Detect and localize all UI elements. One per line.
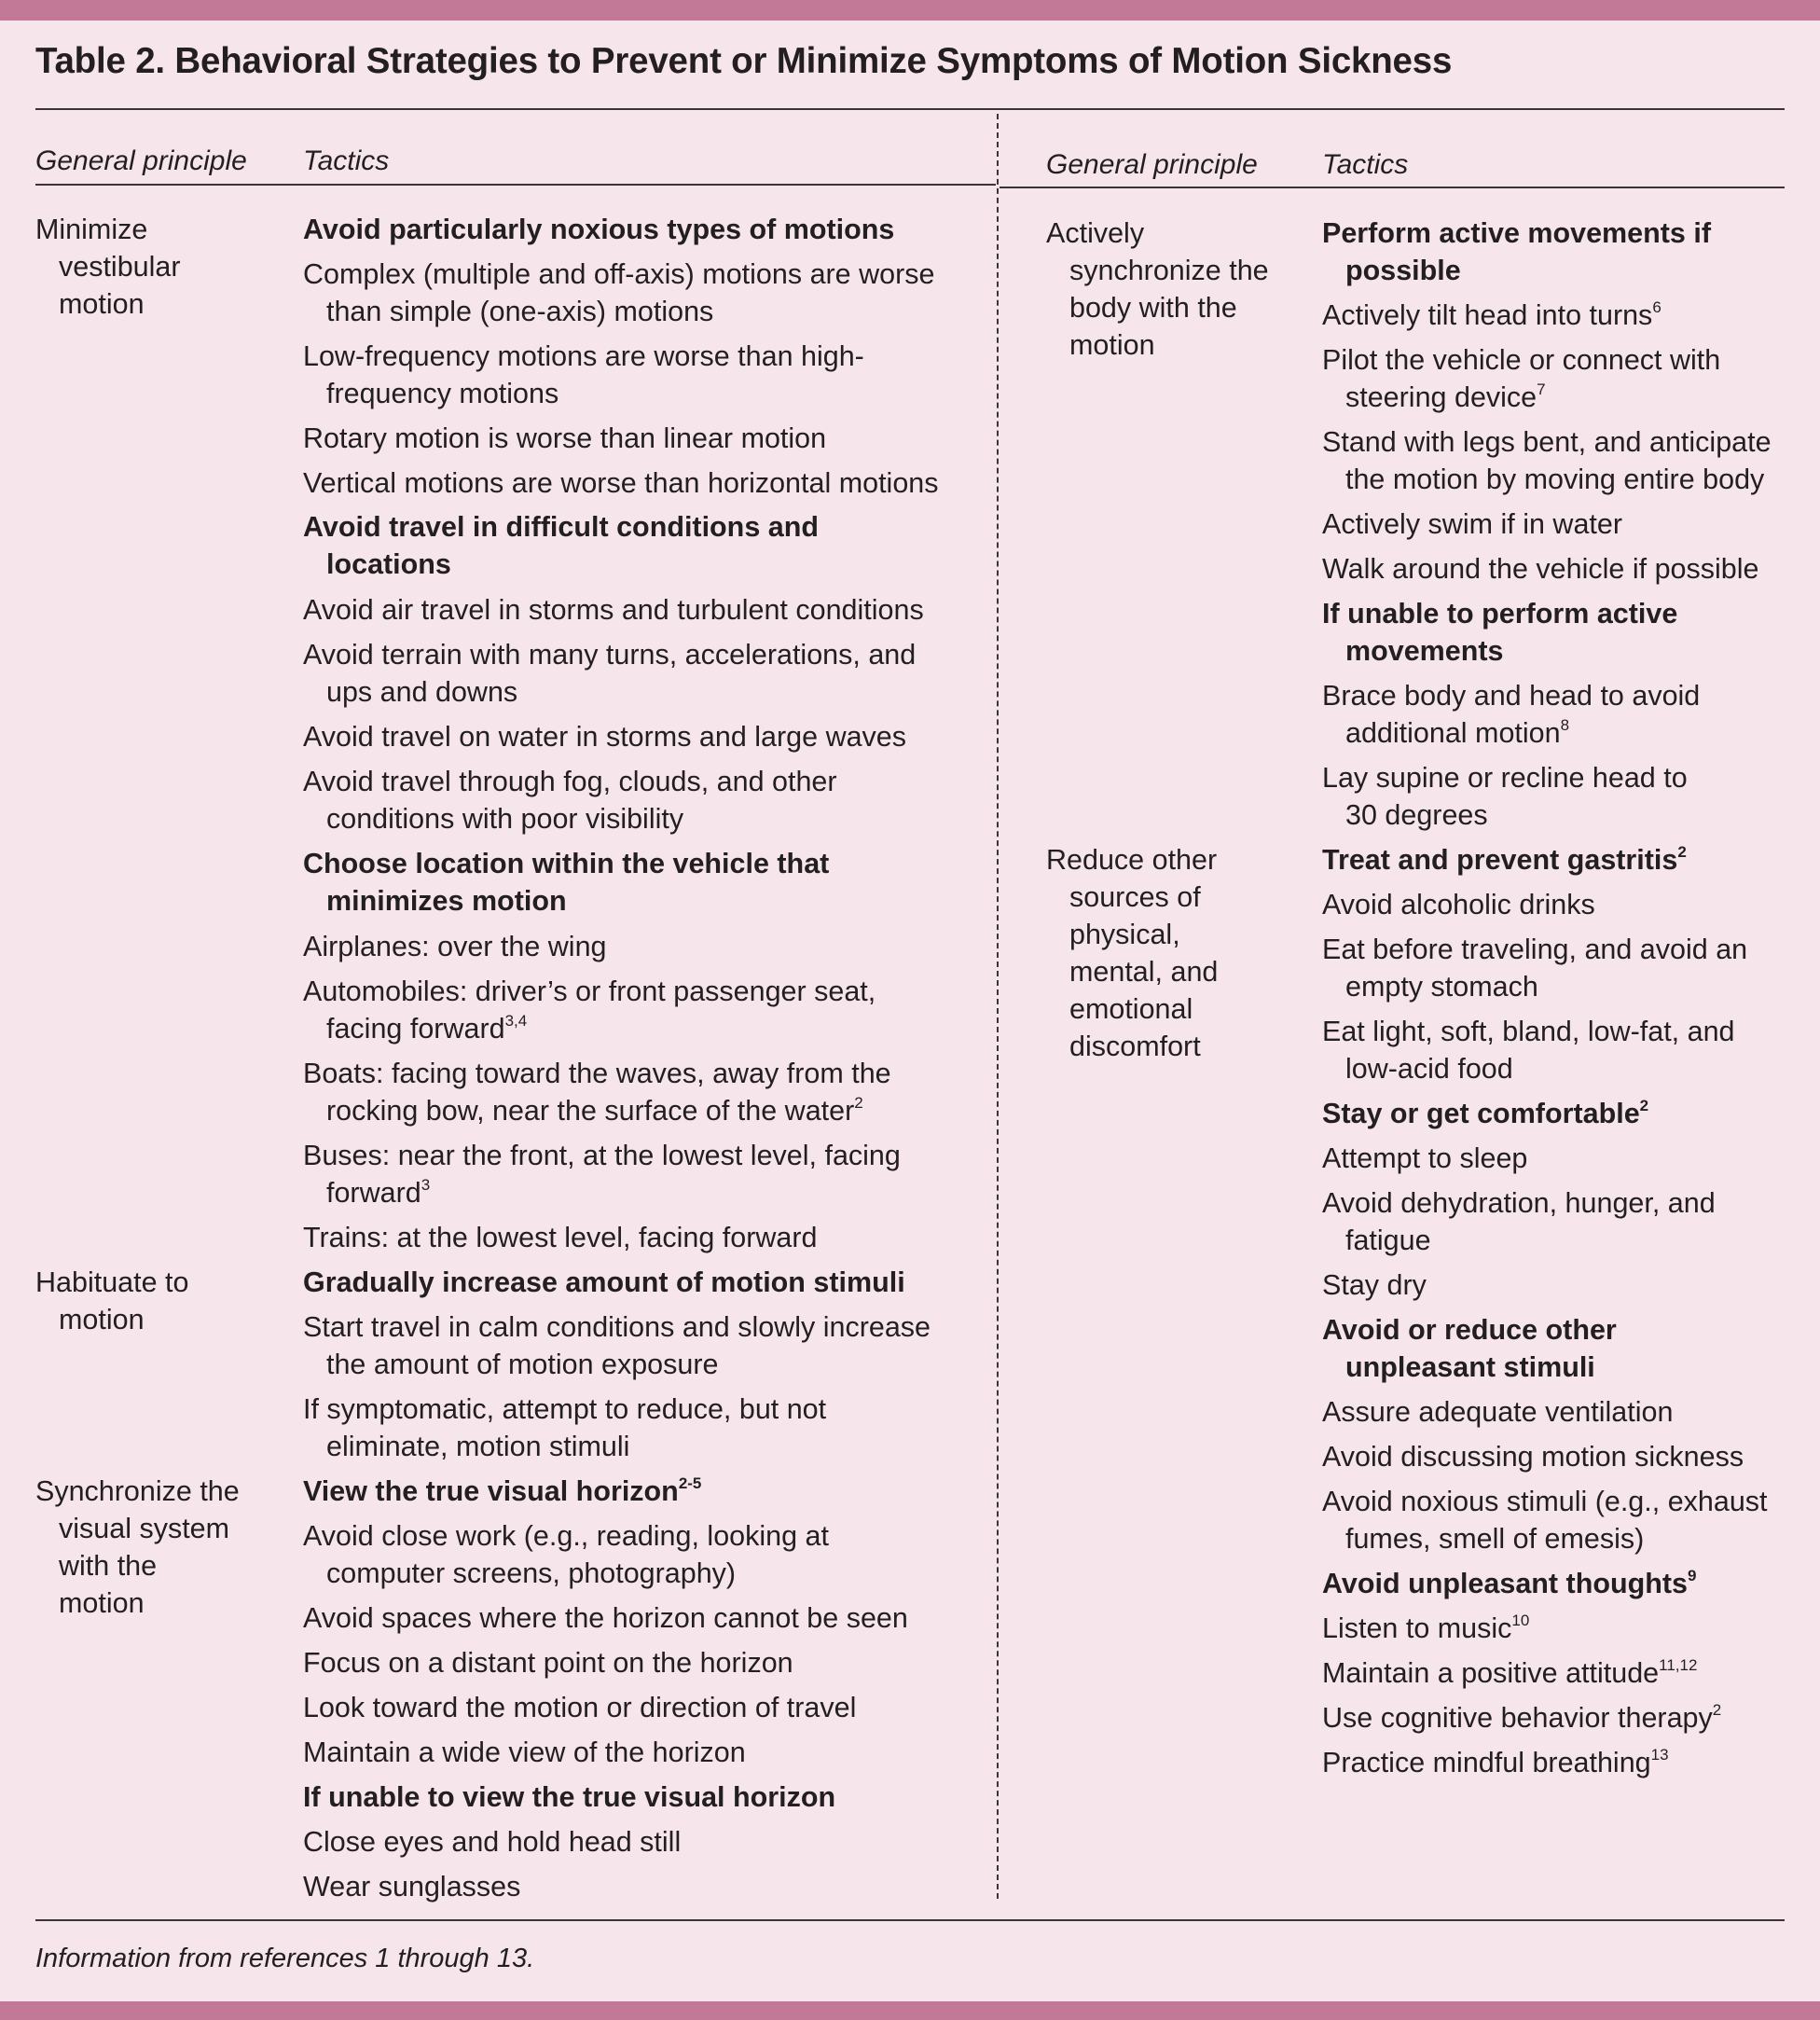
- right-tactic-item: [1322, 505, 1622, 543]
- left-tactic-heading: [303, 1264, 905, 1301]
- left-tactic-item: [303, 928, 607, 965]
- column-divider: [997, 114, 999, 1899]
- left-tactic-item: [303, 1219, 818, 1256]
- left-tactic-item: [303, 1390, 826, 1465]
- right-principle-line: motion: [1069, 329, 1155, 361]
- reference-superscript: 7: [1537, 380, 1546, 398]
- left-tactic-item: [303, 338, 864, 412]
- right-tactic-item: [1322, 1184, 1716, 1259]
- right-tactic-item: [1322, 297, 1661, 334]
- right-principle-line: emotional: [1069, 993, 1193, 1025]
- left-tactic-item: [303, 1599, 908, 1637]
- footnote: Information from references 1 through 13.: [35, 1944, 535, 1973]
- header-left-tactics: Tactics: [303, 145, 390, 176]
- right-tactic-heading: [1322, 1095, 1648, 1132]
- left-tactic-item: [303, 1308, 931, 1383]
- left-tactic-item: [303, 1868, 520, 1905]
- right-tactic-line: movements: [1345, 635, 1504, 667]
- left-tactic-heading: [303, 1473, 701, 1510]
- left-principle-line: motion: [59, 1304, 145, 1335]
- left-tactic-line: forward$^3$: [326, 1176, 431, 1209]
- right-principle-line: synchronize the: [1069, 255, 1269, 286]
- left-principle-line: vestibular: [59, 251, 181, 283]
- left-tactic-line: Avoid air travel in storms and turbulent conditions: [303, 594, 924, 626]
- right-tactic-line: If unable to perform active: [1322, 598, 1678, 630]
- header-right-principle: General principle: [1046, 149, 1258, 180]
- left-tactic-line: than simple (one-axis) motions: [326, 296, 714, 327]
- right-tactic-item: [1322, 886, 1595, 923]
- left-header-rule: [35, 184, 996, 186]
- left-principle-line: Habituate to: [35, 1266, 189, 1298]
- right-tactic-heading: [1322, 214, 1711, 289]
- right-tactic-heading: [1322, 1565, 1696, 1602]
- left-tactic-item: [303, 973, 876, 1047]
- right-tactic-item: [1322, 1393, 1673, 1431]
- right-tactic-item: [1322, 1140, 1527, 1177]
- top-color-band: [0, 0, 1820, 21]
- left-tactic-line: Close eyes and hold head still: [303, 1826, 682, 1858]
- right-tactic-line: empty stomach: [1345, 971, 1538, 1003]
- left-tactic-line: Avoid close work (e.g., reading, looking at: [303, 1520, 829, 1552]
- reference-superscript: 3,4: [504, 1012, 528, 1030]
- right-tactic-line: Brace body and head to avoid: [1322, 680, 1701, 712]
- right-principle-line: physical,: [1069, 919, 1180, 950]
- left-tactic-line: ups and downs: [326, 676, 518, 708]
- right-tactic-line: 30 degrees: [1345, 799, 1488, 831]
- left-tactic-line: Avoid terrain with many turns, accelerations, and: [303, 639, 917, 671]
- right-tactic-line: Avoid dehydration, hunger, and: [1322, 1187, 1716, 1219]
- right-tactic-heading: [1322, 595, 1677, 670]
- left-tactic-line: conditions with poor visibility: [326, 803, 684, 835]
- left-tactic-line: Boats: facing toward the waves, away from the: [303, 1058, 891, 1089]
- reference-superscript: 10: [1511, 1612, 1530, 1629]
- reference-superscript: 2: [854, 1094, 863, 1112]
- left-tactic-item: [303, 1055, 891, 1129]
- right-tactic-item: [1322, 1266, 1427, 1304]
- left-principle-item: [35, 211, 181, 323]
- right-tactic-item: [1322, 1013, 1735, 1087]
- left-principle-line: visual system: [59, 1513, 230, 1544]
- right-tactic-item: [1322, 1610, 1529, 1647]
- left-tactic-item: [303, 763, 837, 837]
- bottom-color-band: [0, 2001, 1820, 2020]
- reference-superscript: 2-5: [678, 1474, 702, 1492]
- right-tactic-line: additional motion$^8$: [1345, 716, 1570, 749]
- left-tactic-line: Complex (multiple and off-axis) motions are worse: [303, 258, 935, 290]
- left-tactic-item: [303, 1689, 856, 1726]
- reference-superscript: 3: [421, 1176, 431, 1194]
- left-tactic-line: If symptomatic, attempt to reduce, but not: [303, 1393, 827, 1425]
- right-tactic-line: Stand with legs bent, and anticipate: [1322, 426, 1772, 458]
- right-tactic-item: [1322, 550, 1758, 588]
- right-tactic-line: Maintain a positive attitude$^{11,12}$: [1322, 1656, 1698, 1689]
- right-principle-line: Actively: [1046, 217, 1145, 249]
- right-tactic-line: Stay dry: [1322, 1269, 1427, 1301]
- right-tactic-line: possible: [1345, 255, 1461, 286]
- left-tactic-heading: [303, 508, 819, 583]
- right-tactic-line: Lay supine or recline head to: [1322, 762, 1688, 794]
- right-tactic-line: Eat light, soft, bland, low-fat, and: [1322, 1016, 1735, 1047]
- right-tactic-line: fumes, smell of emesis): [1345, 1523, 1645, 1555]
- right-tactic-item: [1322, 423, 1772, 498]
- left-principle-item: [35, 1473, 240, 1622]
- left-tactic-line: facing forward$^{3,4}$: [326, 1012, 528, 1045]
- right-tactic-line: steering device$^7$: [1345, 380, 1546, 413]
- right-tactic-line: Avoid discussing motion sickness: [1322, 1441, 1744, 1473]
- left-tactic-line: Avoid travel through fog, clouds, and other: [303, 766, 837, 797]
- left-tactic-line: Gradually increase amount of motion stimuli: [303, 1266, 905, 1298]
- right-tactic-line: Avoid or reduce other: [1322, 1314, 1617, 1346]
- right-tactic-line: Walk around the vehicle if possible: [1322, 553, 1759, 585]
- right-tactic-item: [1322, 1654, 1697, 1692]
- right-tactic-item: [1322, 1483, 1768, 1557]
- left-tactic-item: [303, 420, 826, 457]
- left-tactic-line: Maintain a wide view of the horizon: [303, 1736, 746, 1768]
- left-tactic-line: Low-frequency motions are worse than high-: [303, 340, 864, 372]
- right-tactic-line: the motion by moving entire body: [1345, 463, 1765, 495]
- right-tactic-item: [1322, 1438, 1744, 1475]
- left-tactic-item: [303, 636, 916, 711]
- left-tactic-line: Avoid spaces where the horizon cannot be seen: [303, 1602, 908, 1634]
- left-principle-line: motion: [59, 288, 145, 320]
- right-tactic-line: Practice mindful breathing$^{13}$: [1322, 1746, 1669, 1778]
- left-tactic-line: Trains: at the lowest level, facing forward: [303, 1222, 818, 1253]
- reference-superscript: 9: [1687, 1567, 1697, 1584]
- right-tactic-line: Avoid noxious stimuli (e.g., exhaust: [1322, 1486, 1768, 1517]
- right-tactic-line: Attempt to sleep: [1322, 1142, 1528, 1174]
- right-tactic-heading: [1322, 841, 1687, 879]
- left-tactic-line: rocking bow, near the surface of the water$^2$: [326, 1094, 863, 1127]
- right-tactic-heading: [1322, 1311, 1617, 1386]
- left-tactic-item: [303, 1517, 829, 1592]
- table-title: Table 2. Behavioral Strategies to Prevent or Minimize Symptoms of Motion Sickness: [35, 41, 1453, 81]
- left-tactic-item: [303, 464, 939, 502]
- right-tactic-line: Assure adequate ventilation: [1322, 1396, 1674, 1428]
- left-principle-line: Minimize: [35, 214, 148, 245]
- left-tactic-item: [303, 591, 924, 629]
- right-tactic-line: unpleasant stimuli: [1345, 1351, 1595, 1383]
- left-tactic-heading: [303, 211, 894, 248]
- left-tactic-line: Look toward the motion or direction of travel: [303, 1692, 857, 1723]
- left-tactic-item: [303, 1823, 681, 1861]
- left-tactic-line: View the true visual horizon$^{2-5}$: [303, 1474, 702, 1507]
- right-tactic-line: Perform active movements if: [1322, 217, 1711, 249]
- left-tactic-item: [303, 1734, 746, 1771]
- right-tactic-line: fatigue: [1345, 1224, 1431, 1256]
- right-tactic-line: Actively swim if in water: [1322, 508, 1623, 540]
- left-principle-line: motion: [59, 1587, 145, 1619]
- left-tactic-line: Start travel in calm conditions and slowly increase: [303, 1311, 931, 1343]
- right-tactic-item: [1322, 677, 1700, 752]
- right-tactic-item: [1322, 759, 1688, 834]
- left-tactic-line: minimizes motion: [326, 885, 567, 917]
- right-tactic-item: [1322, 1744, 1669, 1781]
- right-tactic-item: [1322, 341, 1720, 416]
- right-tactic-line: Pilot the vehicle or connect with: [1322, 344, 1721, 376]
- left-tactic-line: Rotary motion is worse than linear motion: [303, 422, 827, 454]
- left-tactic-line: frequency motions: [326, 378, 559, 409]
- left-tactic-line: computer screens, photography): [326, 1557, 737, 1589]
- right-tactic-item: [1322, 1699, 1721, 1736]
- left-tactic-line: Choose location within the vehicle that: [303, 848, 830, 879]
- right-header-rule: [1000, 187, 1785, 188]
- right-tactic-line: Use cognitive behavior therapy$^2$: [1322, 1701, 1722, 1734]
- left-tactic-line: eliminate, motion stimuli: [326, 1431, 630, 1462]
- right-tactic-line: Actively tilt head into turns$^6$: [1322, 298, 1661, 331]
- reference-superscript: 13: [1650, 1746, 1669, 1764]
- left-tactic-heading: [303, 1778, 835, 1816]
- left-principle-item: [35, 1264, 188, 1338]
- right-tactic-line: low-acid food: [1345, 1053, 1513, 1085]
- left-tactic-line: Avoid travel in difficult conditions and: [303, 511, 819, 543]
- left-tactic-line: If unable to view the true visual horizon: [303, 1781, 836, 1813]
- left-tactic-line: Buses: near the front, at the lowest level, facing: [303, 1140, 901, 1171]
- left-tactic-item: [303, 718, 906, 755]
- left-tactic-item: [303, 256, 934, 330]
- left-tactic-line: Avoid travel on water in storms and large waves: [303, 721, 907, 753]
- header-left-principle: General principle: [35, 145, 247, 176]
- left-tactic-heading: [303, 845, 829, 920]
- left-tactic-line: Airplanes: over the wing: [303, 931, 607, 962]
- left-tactic-item: [303, 1644, 793, 1681]
- right-principle-line: Reduce other: [1046, 844, 1218, 876]
- reference-superscript: 2: [1712, 1701, 1722, 1719]
- right-tactic-line: Stay or get comfortable$^2$: [1322, 1097, 1649, 1129]
- reference-superscript: 2: [1677, 843, 1687, 861]
- left-tactic-line: Avoid particularly noxious types of motions: [303, 214, 895, 245]
- left-tactic-line: Automobiles: driver’s or front passenger seat,: [303, 975, 876, 1007]
- header-right-tactics: Tactics: [1322, 149, 1409, 180]
- right-tactic-line: Eat before traveling, and avoid an: [1322, 934, 1748, 965]
- left-tactic-item: [303, 1137, 901, 1211]
- reference-superscript: 6: [1652, 298, 1661, 316]
- reference-superscript: 11,12: [1659, 1656, 1698, 1674]
- reference-superscript: 2: [1639, 1097, 1649, 1114]
- left-tactic-line: the amount of motion exposure: [326, 1349, 719, 1380]
- right-principle-line: body with the: [1069, 292, 1237, 324]
- left-tactic-line: Vertical motions are worse than horizontal motions: [303, 467, 939, 499]
- left-tactic-line: Focus on a distant point on the horizon: [303, 1647, 793, 1679]
- right-tactic-line: Avoid unpleasant thoughts$^9$: [1322, 1567, 1697, 1599]
- right-tactic-item: [1322, 931, 1747, 1005]
- right-principle-line: mental, and: [1069, 956, 1219, 988]
- bottom-rule: [35, 1919, 1785, 1921]
- left-principle-line: Synchronize the: [35, 1475, 240, 1507]
- right-principle-line: sources of: [1069, 881, 1201, 913]
- left-tactic-line: locations: [326, 548, 451, 580]
- right-principle-item: [1046, 214, 1269, 364]
- right-principle-line: discomfort: [1069, 1031, 1201, 1062]
- left-principle-line: with the: [59, 1550, 158, 1582]
- right-tactic-line: Treat and prevent gastritis$^2$: [1322, 843, 1687, 876]
- reference-superscript: 8: [1560, 716, 1570, 734]
- title-rule: [35, 108, 1785, 110]
- right-tactic-line: Avoid alcoholic drinks: [1322, 889, 1595, 920]
- right-principle-item: [1046, 841, 1218, 1065]
- right-tactic-line: Listen to music$^{10}$: [1322, 1612, 1530, 1644]
- left-tactic-line: Wear sunglasses: [303, 1871, 521, 1902]
